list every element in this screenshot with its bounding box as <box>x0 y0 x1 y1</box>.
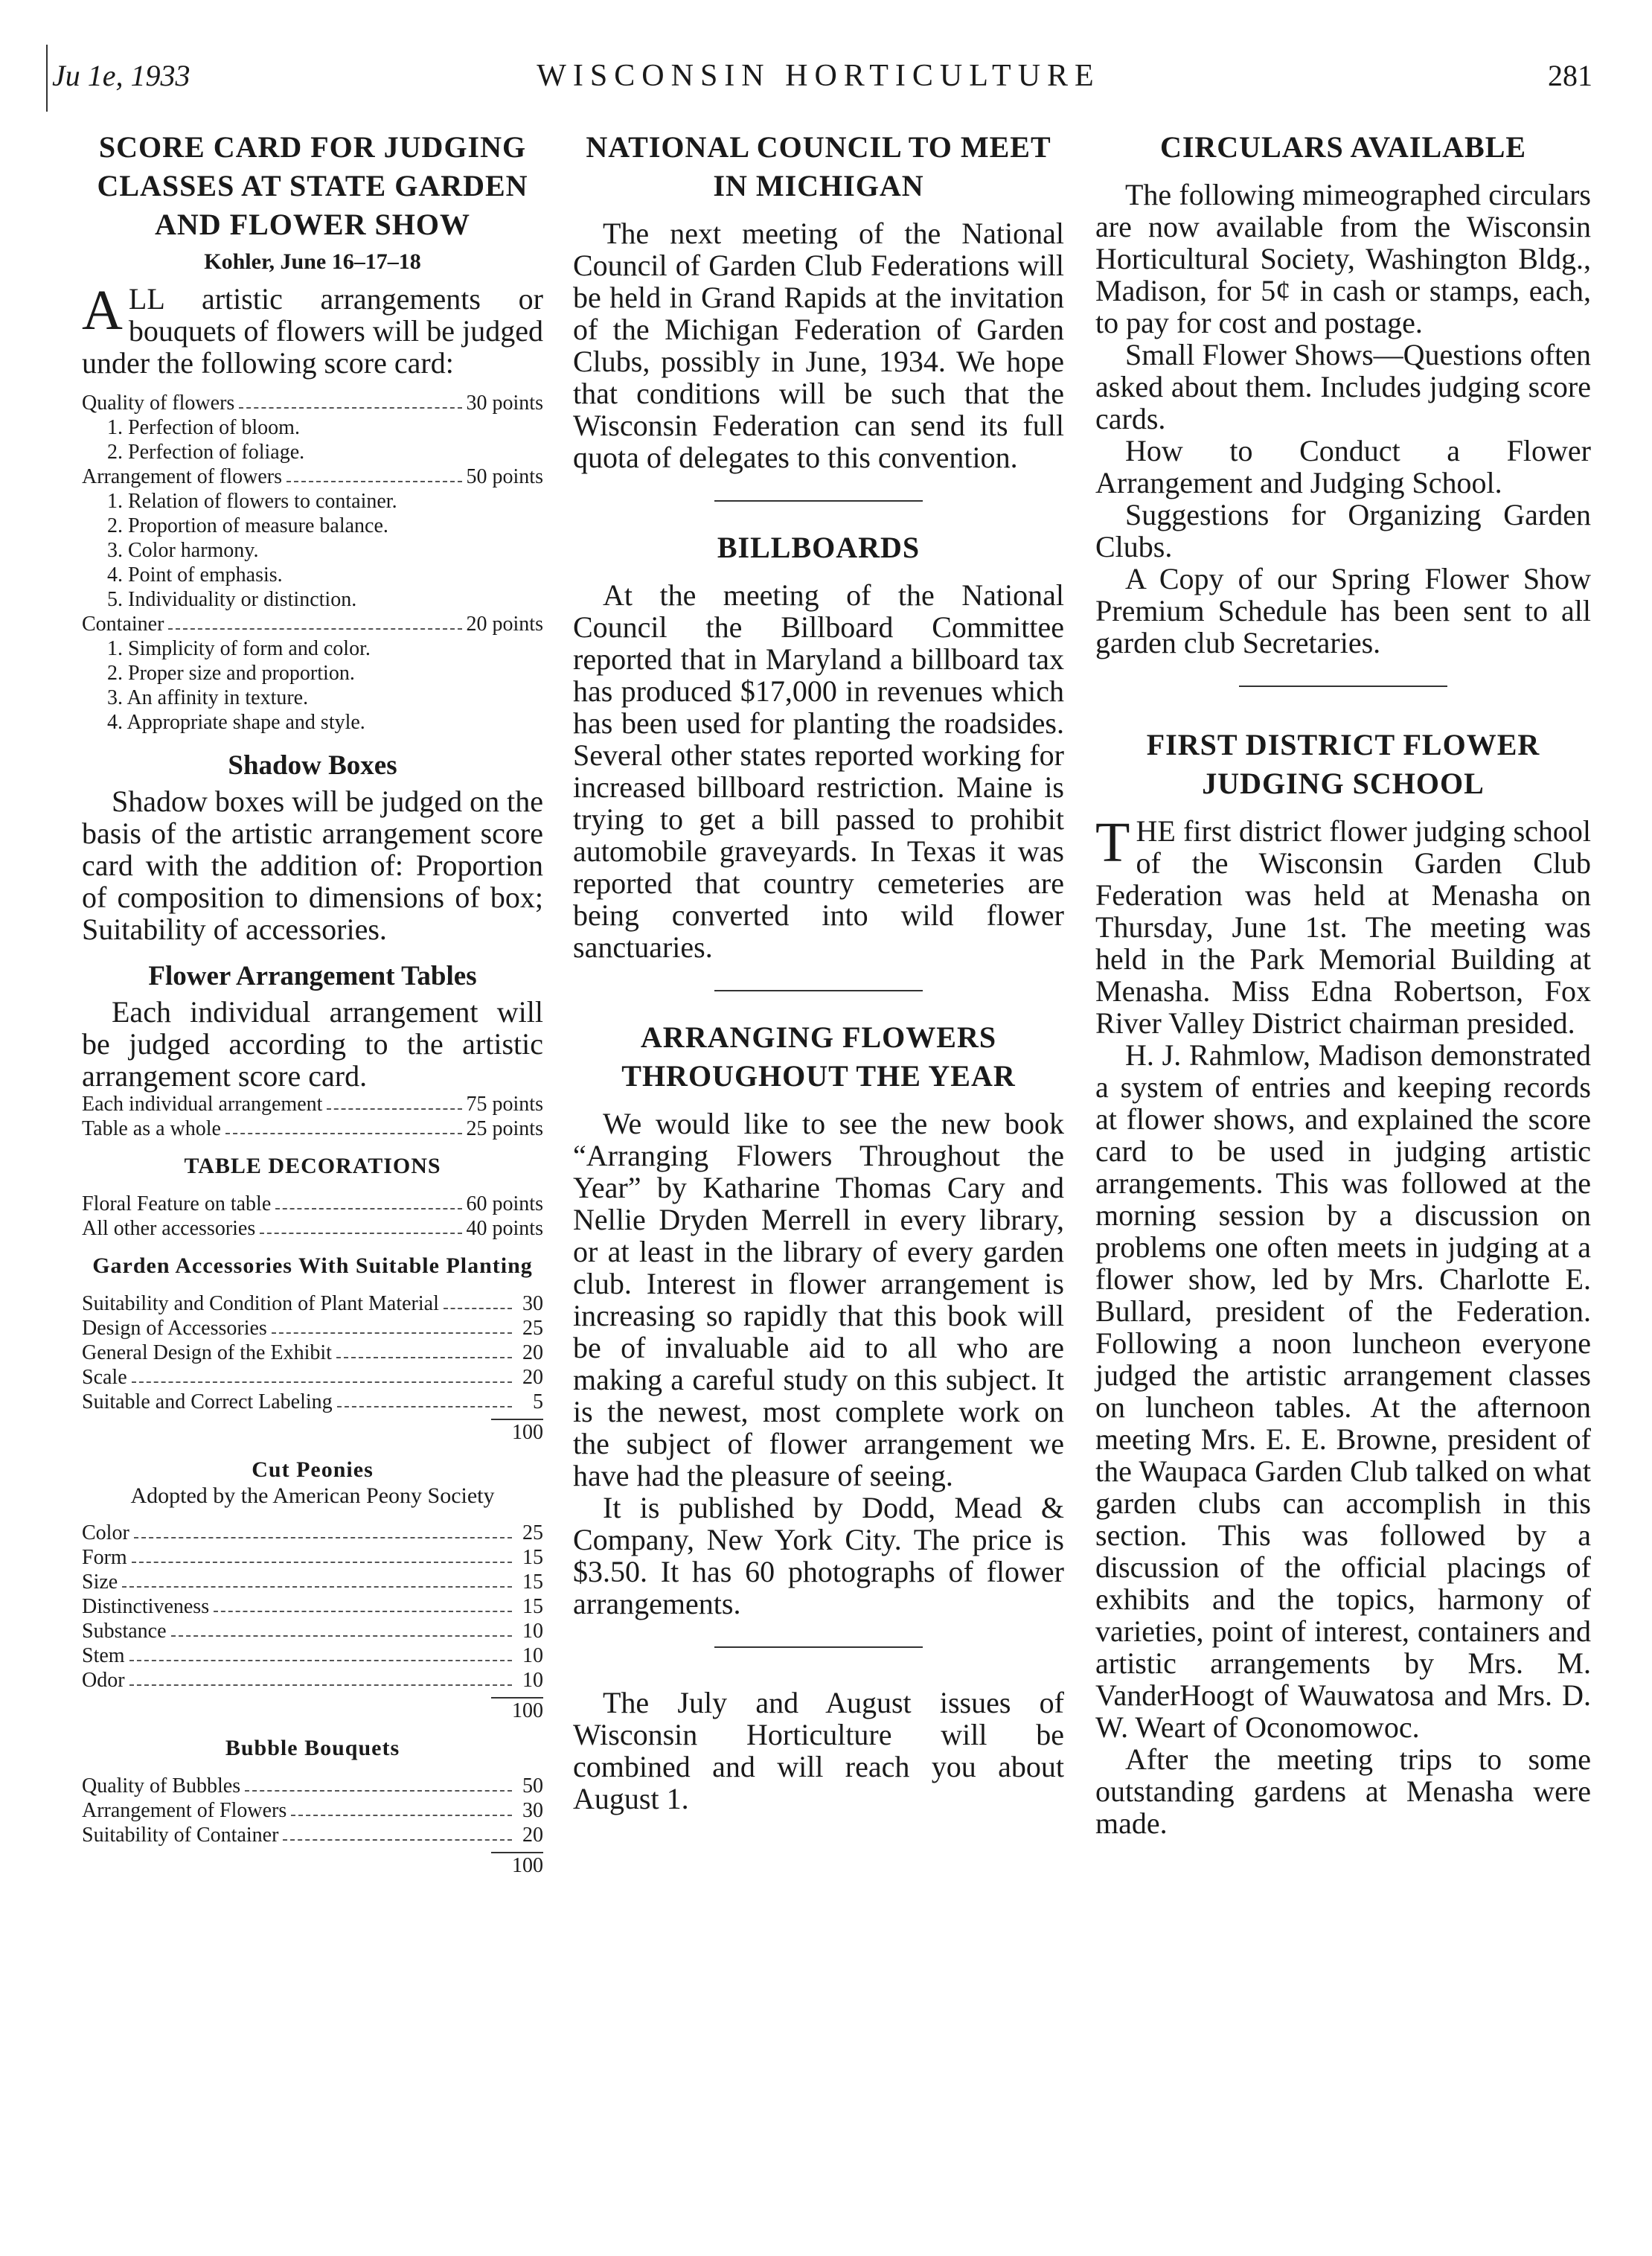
judging-school-text: H. J. Rahmlow, Madison demonstrated a system of entries and keeping records at flower shows, and explained the score card to be used in judging artistic arrangements. This was followed at the morning session by a discussion on problems one often meets in judging at a flower show, led by Mrs. Charlotte E. Bullard, president of the Federation. Following a noon luncheon everyone judged the artistic arrangement classes on luncheon tables. At the afternoon meeting Mrs. E. E. Browne, president of the Waupaca Garden Club talked on what garden clubs can accomplish in this section. This was followed by a discussion of the official placings of exhibits and the topics, harmony of varieties, point of interest, containers and artistic arrangements by Mrs. M. VanderHoogt of Wauwatosa and Mrs. D. W. Weart of Oconomowoc. <box>1095 1038 1591 1744</box>
intro-text: LL artistic arrangements or bouquets of flowers will be judged under the following score card: <box>82 282 543 380</box>
running-header <box>45 58 1592 103</box>
cut-peonies-subtitle: Adopted by the American Peony Society <box>130 1483 495 1508</box>
issue-notice: The July and August issues of Wisconsin Horticulture will be combined and will reach you about August 1. <box>573 1686 1064 1815</box>
table-decorations-heading: TABLE DECORATIONS <box>184 1154 441 1178</box>
score-sub-item: 2. Perfection of foliage. <box>107 441 305 464</box>
score-line: Design of Accessories 25 <box>82 1317 543 1340</box>
score-sub-item: 3. An affinity in texture. <box>107 686 309 709</box>
score-line: Suitability of Container 20 <box>82 1824 543 1847</box>
section-divider <box>714 990 923 991</box>
section-divider <box>1239 686 1447 687</box>
score-line: Each individual arrangement 75 points <box>82 1093 543 1116</box>
circulars-text: A Copy of our Spring Flower Show Premium Schedule has been sent to all garden club Secretaries. <box>1095 562 1591 659</box>
score-line: All other accessories 40 points <box>82 1217 543 1240</box>
arranging-flowers-text: It is published by Dodd, Mead & Company, New York City. The price is $3.50. It has 60 photographs of flower arrangements. <box>573 1491 1064 1620</box>
column-middle <box>573 128 1064 1815</box>
score-card-byline: Kohler, June 16–17–18 <box>204 249 421 274</box>
flower-tables-text: Each individual arrangement will be judged according to the artistic arrangement score card. <box>82 995 543 1093</box>
column-right <box>1095 128 1591 1839</box>
score-sub-item: 4. Appropriate shape and style. <box>107 711 365 734</box>
score-line: Odor 10 <box>82 1669 543 1692</box>
column-left <box>82 128 543 1878</box>
score-line: Size 15 <box>82 1570 543 1594</box>
circulars-text: How to Conduct a Flower Arrangement and Judging School. <box>1095 434 1591 499</box>
score-card-intro <box>82 279 543 380</box>
circulars-heading: CIRCULARS AVAILABLE <box>1159 130 1527 164</box>
score-line: Container 20 points <box>82 613 543 636</box>
score-sub-item: 1. Perfection of bloom. <box>107 416 300 439</box>
total-value: 100 <box>512 1854 543 1877</box>
section-divider <box>714 1646 923 1648</box>
score-sub-item: 1. Simplicity of form and color. <box>107 637 371 660</box>
score-line: Color 25 <box>82 1521 543 1544</box>
header-date: Ju 1e, 1933 <box>52 59 191 92</box>
judging-school-text: After the meeting trips to some outstanding gardens at Menasha were made. <box>1095 1742 1591 1840</box>
score-card-title: SCORE CARD FOR JUDGING CLASSES AT STATE GARDEN AND FLOWER SHOW <box>97 130 528 241</box>
score-sub-item: 1. Relation of flowers to container. <box>107 490 397 513</box>
circulars-text: The following mimeographed circulars are now available from the Wisconsin Horticultural Society, Washington Bldg., Madison, for 5¢ in cash or stamps, each, to pay for cost and postage. <box>1095 178 1591 339</box>
score-line: Suitable and Correct Labeling 5 <box>82 1390 543 1413</box>
shadow-boxes-text: Shadow boxes will be judged on the basis of the artistic arrangement score card with the addition of: Proportion of composition to dimensions of box; Suitability of accessories. <box>82 785 543 946</box>
score-line: Floral Feature on table 60 points <box>82 1192 543 1215</box>
score-line: Quality of flowers 30 points <box>82 392 543 415</box>
judging-school-text <box>1095 811 1591 1040</box>
national-council-heading: NATIONAL COUNCIL TO MEET IN MICHIGAN <box>586 130 1051 202</box>
score-line: General Design of the Exhibit 20 <box>82 1341 543 1364</box>
cut-peonies-heading: Cut Peonies <box>252 1457 374 1482</box>
circulars-text: Suggestions for Organizing Garden Clubs. <box>1095 498 1591 563</box>
score-list <box>82 391 543 735</box>
national-council-text: The next meeting of the National Council of Garden Club Federations will be held in Grand Rapids at the invitation of the Michigan Federation of Garden Clubs, possibly in June, 1934. We hope that conditions will be such that the Wisconsin Federation can send its full quota of delegates to this convention. <box>573 217 1064 474</box>
drop-cap: T <box>1095 811 1130 874</box>
shadow-boxes-heading: Shadow Boxes <box>228 750 397 781</box>
total-value: 100 <box>512 1699 543 1722</box>
judging-school-heading: FIRST DISTRICT FLOWER JUDGING SCHOOL <box>1146 728 1540 800</box>
score-sub-item: 3. Color harmony. <box>107 539 259 562</box>
bubble-bouquets-heading: Bubble Bouquets <box>225 1736 400 1760</box>
score-line: Scale 20 <box>82 1366 543 1389</box>
score-line: Table as a whole 25 points <box>82 1117 543 1140</box>
score-sub-item: 4. Point of emphasis. <box>107 563 283 587</box>
arranging-flowers-heading: ARRANGING FLOWERS THROUGHOUT THE YEAR <box>621 1020 1016 1093</box>
score-line: Substance 10 <box>82 1620 543 1643</box>
section-divider <box>714 500 923 502</box>
score-line: Arrangement of flowers 50 points <box>82 465 543 488</box>
score-line: Distinctiveness 15 <box>82 1595 543 1618</box>
circulars-text: Small Flower Shows—Questions often asked about them. Includes judging score cards. <box>1095 338 1591 435</box>
score-line: Quality of Bubbles 50 <box>82 1774 543 1798</box>
page-number: 281 <box>1548 59 1592 92</box>
score-line: Arrangement of Flowers 30 <box>82 1799 543 1822</box>
billboards-text: At the meeting of the National Council the Billboard Committee reported that in Maryland a billboard tax has produced $17,000 in revenues which has been used for planting the roadsides. Several other states reported working for increased billboard restriction. Maine is trying to get a bill passed to prohibit automobile graveyards. In Texas it was reported that country cemeteries are being converted into wild flower sanctuaries. <box>573 578 1064 964</box>
drop-cap: A <box>82 279 123 342</box>
score-sub-item: 2. Proper size and proportion. <box>107 662 355 685</box>
score-line: Stem 10 <box>82 1644 543 1667</box>
arranging-flowers-text: We would like to see the new book “Arranging Flowers Throughout the Year” by Katharine Thomas Cary and Nellie Dryden Merrell in every library, or at least in the library of every garden club. Interest in flower arrangement is increasing so rapidly that this book will be of invaluable aid to all who are making a careful study on this subject. It is the newest, most complete work on the subject of flower arrangement we have had the pleasure of seeing. <box>573 1107 1064 1492</box>
score-line: Suitability and Condition of Plant Material 30 <box>82 1292 543 1315</box>
garden-accessories-heading: Garden Accessories With Suitable Planting <box>92 1253 533 1278</box>
score-sub-item: 5. Individuality or distinction. <box>107 588 357 611</box>
judging-school-lead: HE first district flower judging school of the Wisconsin Garden Club Federation was held at Menasha on Thursday, June 1st. The meeting was held in the Park Memorial Building at Menasha. Miss Edna Robertson, Fox River Valley District chairman presided. <box>1095 814 1591 1040</box>
billboards-heading: BILLBOARDS <box>717 531 921 564</box>
total-value: 100 <box>512 1421 543 1444</box>
header-title: WISCONSIN HORTICULTURE <box>537 59 1101 93</box>
flower-tables-heading: Flower Arrangement Tables <box>148 961 477 991</box>
score-sub-item: 2. Proportion of measure balance. <box>107 514 388 537</box>
score-line: Form 15 <box>82 1546 543 1569</box>
